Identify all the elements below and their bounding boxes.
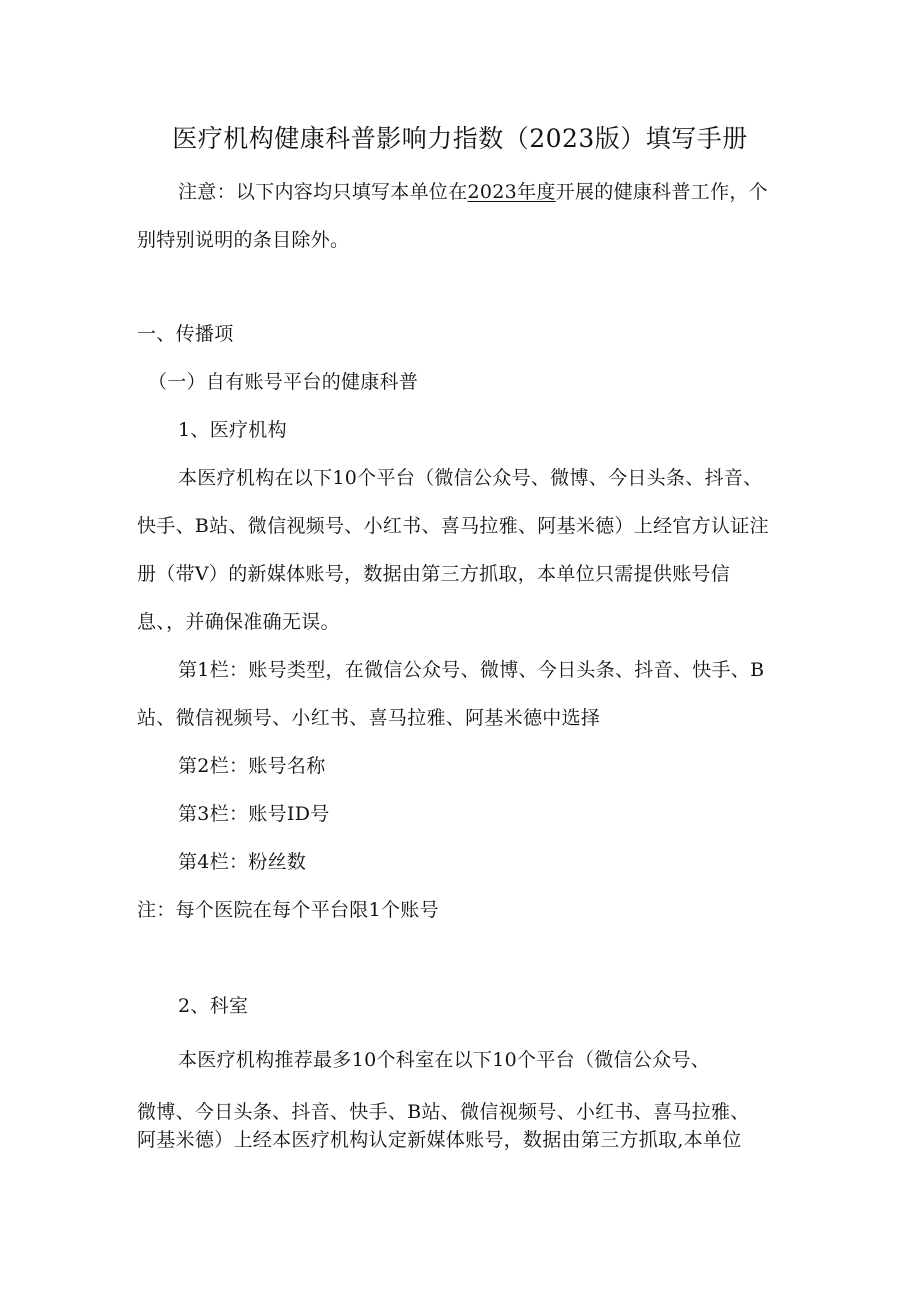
document-title: 医疗机构健康科普影响力指数（2023版）填写手册 [172,124,748,153]
paragraph-line: 息、，并确保准确无误。 [137,611,340,633]
paragraph-line: 阿基米德）上经本医疗机构认定新媒体账号，数据由第三方抓取,本单位 [137,1129,742,1151]
notice-prefix: 注意：以下内容均只填写本单位在 [178,181,468,203]
paragraph-line: 微博、今日头条、抖音、快手、B站、微信视频号、小红书、喜马拉雅、 [137,1101,750,1123]
notice-line-1 [178,180,768,204]
notice-line-2: 别特别说明的条目除外。 [137,229,350,251]
subsection-heading: （一）自有账号平台的健康科普 [148,371,419,393]
paragraph-line: 本医疗机构推荐最多10个科室在以下10个平台（微信公众号、 [178,1049,711,1071]
paragraph-line: 快手、B站、微信视频号、小红书、喜马拉雅、阿基米德）上经官方认证注 [137,515,769,537]
notice-suffix: 开展的健康科普工作，个 [555,181,768,203]
item-heading-department: 2、科室 [178,995,249,1017]
notice-year: 2023年度 [467,181,556,203]
section-heading: 一、传播项 [137,323,234,345]
paragraph-line: 册（带V）的新媒体账号，数据由第三方抓取，本单位只需提供账号信 [137,563,731,585]
paragraph-line: 本医疗机构在以下10个平台（微信公众号、微博、今日头条、抖音、 [178,467,763,489]
item-heading-institution: 1、医疗机构 [178,419,287,441]
account-limit-note: 注：每个医院在每个平台限1个账号 [137,899,439,921]
column-desc-3: 第3栏：账号ID号 [178,803,330,825]
column-desc-1: 第1栏：账号类型，在微信公众号、微博、今日头条、抖音、快手、B [178,659,765,681]
column-desc-4: 第4栏：粉丝数 [178,851,307,873]
column-desc-1-cont: 站、微信视频号、小红书、喜马拉雅、阿基米德中选择 [137,707,601,729]
column-desc-2: 第2栏：账号名称 [178,755,326,777]
